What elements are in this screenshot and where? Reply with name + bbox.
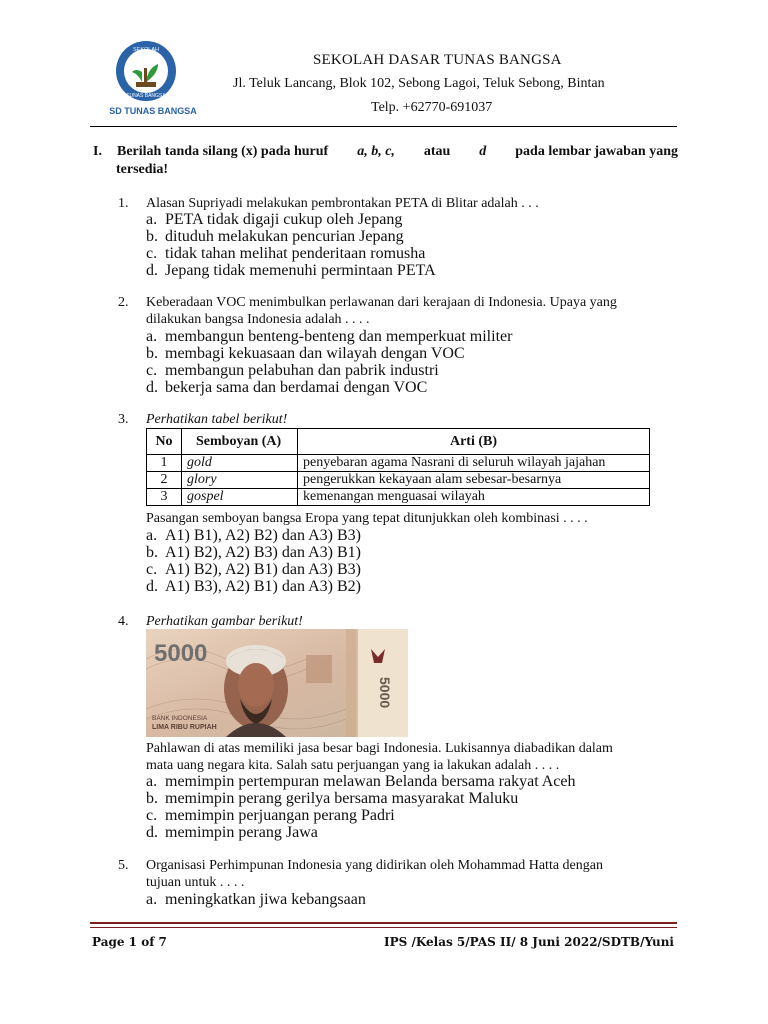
table-cell: kemenangan menguasai wilayah [298, 489, 650, 506]
logo-caption: SD TUNAS BANGSA [109, 106, 197, 116]
question-2-options [146, 328, 512, 396]
question-4-text [146, 740, 676, 774]
question-2-line-1: Keberadaan VOC menimbulkan perlawanan dari kerajaan di Indonesia. Upaya yang [146, 295, 617, 310]
option-letter: d. [146, 261, 158, 279]
question-5-line-2: tujuan untuk . . . . [146, 875, 245, 890]
option-text: Jepang tidak memenuhi permintaan PETA [165, 261, 436, 279]
option-letter: c. [146, 361, 158, 379]
question-3-options [146, 527, 361, 595]
question-1-text: Alasan Supriyadi melakukan pembrontakan PETA di Blitar adalah . . . [146, 196, 539, 211]
option-letter: c. [146, 244, 158, 262]
table-header-arti: Arti (B) [298, 429, 650, 455]
option-text: A1) B2), A2) B3) dan A3) B1) [165, 543, 361, 561]
footer-rule-bottom [90, 927, 677, 928]
option-letter: c. [146, 806, 158, 824]
option-4d[interactable] [146, 824, 576, 841]
table-cell: 1 [147, 455, 182, 472]
option-letter: d. [146, 823, 158, 841]
option-text: A1) B3), A2) B1) dan A3) B2) [165, 577, 361, 595]
question-1-options [146, 211, 436, 279]
table-header-semboyan: Semboyan (A) [182, 429, 298, 455]
option-5a[interactable] [146, 891, 366, 908]
question-5-line-1: Organisasi Perhimpunan Indonesia yang didirikan oleh Mohammad Hatta dengan [146, 858, 603, 873]
instruction-d: d [479, 144, 487, 159]
footer-info: IPS /Kelas 5/PAS II/ 8 Juni 2022/SDTB/Yuni [384, 935, 674, 949]
banknote-bank-line2: LIMA RIBU RUPIAH [152, 724, 217, 731]
section-numeral: I. [93, 144, 102, 159]
banknote-value-right: 5000 [377, 677, 393, 709]
question-4-line-1: Pahlawan di atas memiliki jasa besar bagi Indonesia. Lukisannya diabadikan dalam [146, 741, 613, 756]
instruction-letters: a, b, c, [357, 144, 395, 159]
question-2-line-2: dilakukan bangsa Indonesia adalah . . . . [146, 312, 370, 327]
logo-bottom-text: TUNAS BANGSA [126, 93, 166, 99]
table-cell: pengerukkan kekayaan alam sebesar-besarnya [298, 472, 650, 489]
question-4-intro: Perhatikan gambar berikut! [146, 614, 303, 629]
option-letter: c. [146, 560, 158, 578]
option-3c[interactable] [146, 561, 361, 578]
question-5-text [146, 857, 676, 891]
footer-rule-top [90, 922, 677, 924]
question-3-text: Pasangan semboyan bangsa Eropa yang tepat ditunjukkan oleh kombinasi . . . . [146, 511, 588, 526]
school-phone: Telp. +62770-691037 [371, 100, 493, 115]
option-letter: a. [146, 526, 158, 544]
table-cell: gospel [182, 489, 298, 506]
question-3-table-wrap [146, 428, 650, 506]
option-text: memimpin perang Jawa [165, 823, 318, 841]
question-4-line-2: mata uang negara kita. Salah satu perjuangan yang ia lakukan adalah . . . . [146, 758, 560, 773]
logo-top-text: SEKOLAH [133, 47, 159, 53]
header-rule [90, 126, 677, 127]
option-letter: a. [146, 210, 158, 228]
option-letter: d. [146, 378, 158, 396]
option-1c[interactable] [146, 245, 436, 262]
table-header-no: No [147, 429, 182, 455]
question-5-number: 5. [118, 858, 129, 873]
option-4a[interactable] [146, 773, 576, 790]
option-letter: b. [146, 227, 158, 245]
table-cell: 2 [147, 472, 182, 489]
option-letter: b. [146, 543, 158, 561]
option-letter: a. [146, 772, 158, 790]
option-letter: b. [146, 789, 158, 807]
option-1a[interactable] [146, 211, 436, 228]
banknote-value-left: 5000 [154, 640, 208, 667]
question-5-options [146, 891, 366, 908]
option-text: PETA tidak digaji cukup oleh Jepang [165, 210, 403, 228]
option-2c[interactable] [146, 362, 512, 379]
table-row [147, 472, 650, 489]
school-address: Jl. Teluk Lancang, Blok 102, Sebong Lagoi, Teluk Sebong, Bintan [233, 76, 605, 91]
question-2-text [146, 294, 676, 328]
question-2-number: 2. [118, 295, 129, 310]
option-letter: b. [146, 344, 158, 362]
option-text: memimpin perjuangan perang Padri [165, 806, 395, 824]
question-3-intro: Perhatikan tabel berikut! [146, 412, 288, 427]
option-text: memimpin perang gerilya bersama masyarakat Maluku [165, 789, 519, 807]
option-text: A1) B2), A2) B1) dan A3) B3) [165, 560, 361, 578]
option-text: membangun benteng-benteng dan memperkuat militer [165, 327, 513, 345]
option-text: A1) B1), A2) B2) dan A3) B3) [165, 526, 361, 544]
banknote-image [146, 629, 408, 737]
instruction-line2: tersedia! [116, 162, 169, 177]
table-row [147, 489, 650, 506]
option-2b[interactable] [146, 345, 512, 362]
option-letter: d. [146, 577, 158, 595]
question-3-number: 3. [118, 412, 129, 427]
question-1-number: 1. [118, 196, 129, 211]
question-4-number: 4. [118, 614, 129, 629]
option-letter: a. [146, 327, 158, 345]
option-2a[interactable] [146, 328, 512, 345]
instruction-part2: pada lembar jawaban yang [515, 144, 678, 159]
option-4c[interactable] [146, 807, 576, 824]
instruction-atau: atau [423, 144, 451, 159]
option-text: membagi kekuasaan dan wilayah dengan VOC [165, 344, 465, 362]
option-1b[interactable] [146, 228, 436, 245]
footer-page-number: Page 1 of 7 [92, 935, 167, 949]
option-text: tidak tahan melihat penderitaan romusha [165, 244, 426, 262]
section-instruction [93, 143, 678, 179]
option-3a[interactable] [146, 527, 361, 544]
table-row [147, 455, 650, 472]
question-4-options [146, 773, 576, 841]
table-cell: 3 [147, 489, 182, 506]
option-text: bekerja sama dan berdamai dengan VOC [165, 378, 428, 396]
banknote-bank-line1: BANK INDONESIA [152, 715, 208, 722]
option-text: meningkatkan jiwa kebangsaan [165, 890, 366, 908]
option-3b[interactable] [146, 544, 361, 561]
option-4b[interactable] [146, 790, 576, 807]
table-cell: penyebaran agama Nasrani di seluruh wilayah jajahan [298, 455, 650, 472]
table-cell: glory [182, 472, 298, 489]
option-letter: a. [146, 890, 158, 908]
option-2d[interactable] [146, 379, 512, 396]
table-header-row [147, 429, 650, 455]
option-1d[interactable] [146, 262, 436, 279]
instruction-part1: Berilah tanda silang (x) pada huruf [117, 144, 329, 159]
option-text: memimpin pertempuran melawan Belanda bersama rakyat Aceh [165, 772, 576, 790]
option-3d[interactable] [146, 578, 361, 595]
semboyan-table [146, 428, 650, 506]
table-cell: gold [182, 455, 298, 472]
school-name: SEKOLAH DASAR TUNAS BANGSA [313, 52, 562, 68]
option-text: membangun pelabuhan dan pabrik industri [165, 361, 439, 379]
option-text: dituduh melakukan pencurian Jepang [165, 227, 404, 245]
school-logo [108, 38, 198, 118]
